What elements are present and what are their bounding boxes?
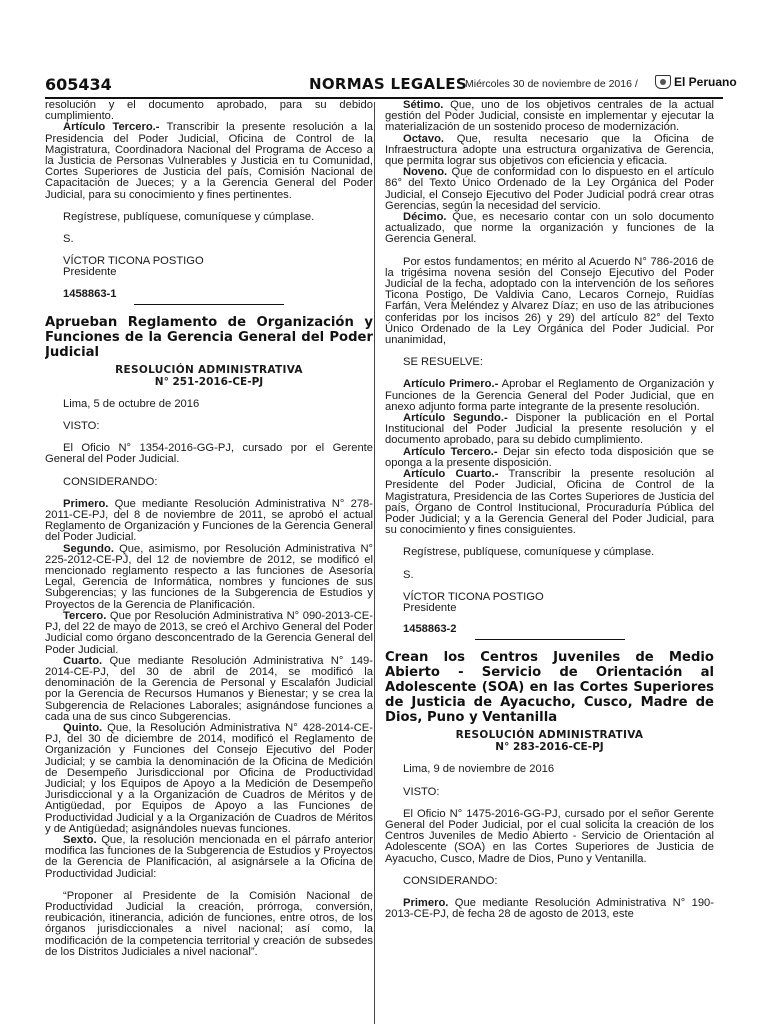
article-tercero: Artículo Tercero.- Transcribir la presente resolución a la Presidencia del Poder Judicial, Oficina de Control de la Magistratura, Coordinadora Nacional del Programa de Acceso a la Justicia de Personas Vulnerables y Justicia en tu Comunidad, Cortes Superiores de Justicia del país, Comisión Nacional de Capacitación de Jueces; y a la Gerencia General del Poder Judicial, para su conocimiento y fines pertinentes. xyxy=(45,121,373,201)
considerando-primero: Primero. Que mediante Resolución Administrativa N° 278-2011-CE-PJ, del 8 de noviembre de 2011, se aprobó el actual Reglamento de Organización y Funciones de la Gerencia General del Poder Judicial. xyxy=(45,497,373,544)
place-date: Lima, 5 de octubre de 2016 xyxy=(63,397,200,410)
resolution-number: N° 283-2016-CE-PJ xyxy=(495,741,604,754)
closing-formula: Regístrese, publíquese, comuníquese y cúmplase. xyxy=(63,210,315,223)
resolution-heading: RESOLUCIÓN ADMINISTRATIVA xyxy=(115,363,303,376)
resolution-number: N° 251-2016-CE-PJ xyxy=(154,375,264,388)
quoted-function: “Proponer al Presidente de la Comisión Nacional de Productividad Judicial la creación, prórroga, conversión, reubicación, itinerancia, adición de funciones, entre otros, de los órganos jurisdiccionales a nivel nacional; así como, la modificación de la competencia territorial y creación de subsedes de los Distritos Judiciales a nivel nacional”. xyxy=(45,889,373,958)
closing-formula: Regístrese, publíquese, comuníquese y cúmplase. xyxy=(403,546,655,559)
publication-name xyxy=(655,75,737,89)
fundamentos-text: Por estos fundamentos; en mérito al Acuerdo N° 786-2016 de la trigésima novena sesión del Consejo Ejecutivo del Poder Judicial de la fecha, adoptado con la intervención de los señores Ticona Postigo, De Valdivia Cano, Lecaros Cornejo, Ruidías Farfán, Vera Meléndez y Alvarez Díaz; en uso de las atribuciones conferidas por los incisos 26) y 29) del artículo 82° del Texto Único Ordenado de la Ley Orgánica del Poder Judicial. Por unanimidad, xyxy=(385,255,714,347)
article-title: Aprueban Reglamento de Organización y Funciones de la Gerencia General del Poder Judicial xyxy=(45,314,373,360)
page-number: 605434 xyxy=(45,75,112,94)
right-column xyxy=(385,100,714,1024)
page-header xyxy=(0,74,768,100)
document-code: 1458863-1 xyxy=(63,287,117,300)
article-lead: Artículo Tercero.- xyxy=(63,121,160,134)
considerando-tercero: Tercero. Que por Resolución Administrativa N° 090-2013-CE-PJ, del 22 de mayo de 2013, se creó el Archivo General del Poder Judicial como órgano desconcentrado de la Gerencia General del Poder Judicial. xyxy=(45,609,373,656)
resolution-heading: RESOLUCIÓN ADMINISTRATIVA xyxy=(455,729,644,742)
column-divider xyxy=(374,102,375,1024)
considerando-noveno: Noveno. Que de conformidad con lo dispuesto en el artículo 86° del Texto Único Ordenado de la Ley Orgánica del Poder Judicial, el Consejo Ejecutivo del Poder Judicial podrá crear otras Gerencias, según la necesidad del servicio. xyxy=(385,166,714,212)
issue-date: Miércoles 30 de noviembre de 2016 / xyxy=(465,78,638,90)
articulo-cuarto: Artículo Cuarto.- Transcribir la presente resolución al Presidente del Poder Judicial, Oficina de Control de la Magistratura, Presidencia de las Cortes Superiores de Justicia del país, Órgano de Control Institucional, Procuraduría Pública del Poder Judicial; y a la Gerencia General del Poder Judicial, para su conocimiento y fines consiguientes. xyxy=(385,468,714,537)
articulo-tercero: Artículo Tercero.- Dejar sin efecto toda disposición que se oponga a la presente disposición. xyxy=(385,445,714,469)
articulo-segundo: Artículo Segundo.- Disponer la publicación en el Portal Institucional del Poder Judicial la presente resolución y el documento aprobado, para su debido cumplimiento. xyxy=(385,412,714,447)
left-column xyxy=(45,100,373,1024)
separator-rule xyxy=(475,639,625,640)
considerando-sexto: Sexto. Que, la resolución mencionada en el párrafo anterior modifica las funciones de la Subgerencia de Estudios y Proyectos de la Gerencia de Planificación, al asignársele a la Oficina de Productividad Judicial: xyxy=(45,833,373,880)
signature-s: S. xyxy=(403,568,414,581)
signer-name: VÍCTOR TICONA POSTIGO xyxy=(403,590,544,603)
considerando-primero: Primero. Que mediante Resolución Administrativa N° 190-2013-CE-PJ, de fecha 28 de agosto de 2013, este xyxy=(385,896,714,921)
considerando-heading: CONSIDERANDO: xyxy=(63,475,158,488)
place-date: Lima, 9 de noviembre de 2016 xyxy=(403,763,555,776)
visto-text: El Oficio N° 1354-2016-GG-PJ, cursado por el Gerente General del Poder Judicial. xyxy=(45,442,373,466)
signer-title: Presidente xyxy=(403,601,457,614)
separator-rule xyxy=(134,304,284,305)
considerando-setimo: Sétimo. Que, uno de los objetivos centrales de la actual gestión del Poder Judicial, consiste en implementar y ejecutar la materialización de un sostenido proceso de modernización. xyxy=(385,100,714,134)
visto-heading: VISTO: xyxy=(63,420,100,433)
considerando-octavo: Octavo. Que, resulta necesario que la Oficina de Infraestructura adopte una estructura organizativa de Gerencia, que permita lograr sus objetivos con eficiencia y eficacia. xyxy=(385,132,714,168)
coat-of-arms-icon xyxy=(655,75,671,89)
visto-text: El Oficio N° 1475-2016-GG-PJ, cursado por el señor Gerente General del Poder Judicial, por el cual solicita la creación de los Centros Juveniles de Medio Abierto - Servicio de Orientación al Adolescente (SOA) en las Cortes Superiores de Justicia de Ayacucho, Cusco, Madre de Dios, Puno y Ventanilla. xyxy=(385,807,714,865)
signer-name: VÍCTOR TICONA POSTIGO xyxy=(63,255,204,268)
document-code: 1458863-2 xyxy=(403,623,457,636)
continuation-text: resolución y el documento aprobado, para su debido cumplimiento. xyxy=(45,100,373,123)
signature-s: S. xyxy=(63,233,74,246)
article-title: Crean los Centros Juveniles de Medio Abierto - Servicio de Orientación al Adolescente (SOA) en las Cortes Superiores de Justicia de Ayacucho, Cusco, Madre de Dios, Puno y Ventanilla xyxy=(385,650,714,726)
publication-label: El Peruano xyxy=(674,75,737,89)
signer-title: Presidente xyxy=(63,266,117,279)
visto-heading: VISTO: xyxy=(403,785,440,798)
articulo-primero: Artículo Primero.- Aprobar el Reglamento de Organización y Funciones de la Gerencia General del Poder Judicial, que en anexo adjunto forma parte integrante de la presente resolución. xyxy=(385,378,714,413)
considerando-segundo: Segundo. Que, asimismo, por Resolución Administrativa N° 225-2012-CE-PJ, del 12 de noviembre de 2012, se modificó el mencionado reglamento respecto a las funciones de Asesoría Legal, Gerencia de Informática, nombres y funciones de sus Subgerencias; y las funciones de la Subgerencia de Estudios y Proyectos de la Gerencia de Planificación. xyxy=(45,542,373,611)
considerando-heading: CONSIDERANDO: xyxy=(403,874,498,887)
considerando-cuarto: Cuarto. Que mediante Resolución Administrativa N° 149-2014-CE-PJ, del 30 de abril de 2014, se modificó la denominación de la Gerencia de Personal y Escalafón Judicial por la Gerencia de Recursos Humanos y Bienestar; y se crea la Subgerencia de Relaciones Laborales; asignándose funciones a cada una de sus cinco Subgerencias. xyxy=(45,654,373,723)
considerando-quinto: Quinto. Que, la Resolución Administrativa N° 428-2014-CE-PJ, del 30 de diciembre de 2014, modificó el Reglamento de Organización y Funciones del Consejo Ejecutivo del Poder Judicial; y se cambia la denominación de la Oficina de Medición de Desempeño Jurisdiccional por Oficina de Productividad Judicial; y los Equipos de Apoyo a la Medición de Desempeño Jurisdiccional y a la Organización de Cuadros de Méritos y de Antigüedad, por Equipos de Apoyo a las Funciones de Productividad Judicial y a la Organización de Cuadros de Méritos y de Antigüedad; asignándoles nuevas funciones. xyxy=(45,721,373,835)
section-title: NORMAS LEGALES xyxy=(309,75,467,93)
considerando-decimo: Décimo. Que, es necesario contar con un solo documento actualizado, que norme la organización y funciones de la Gerencia General. xyxy=(385,211,714,246)
se-resuelve-heading: SE RESUELVE: xyxy=(403,356,483,369)
header-rule xyxy=(45,97,723,99)
